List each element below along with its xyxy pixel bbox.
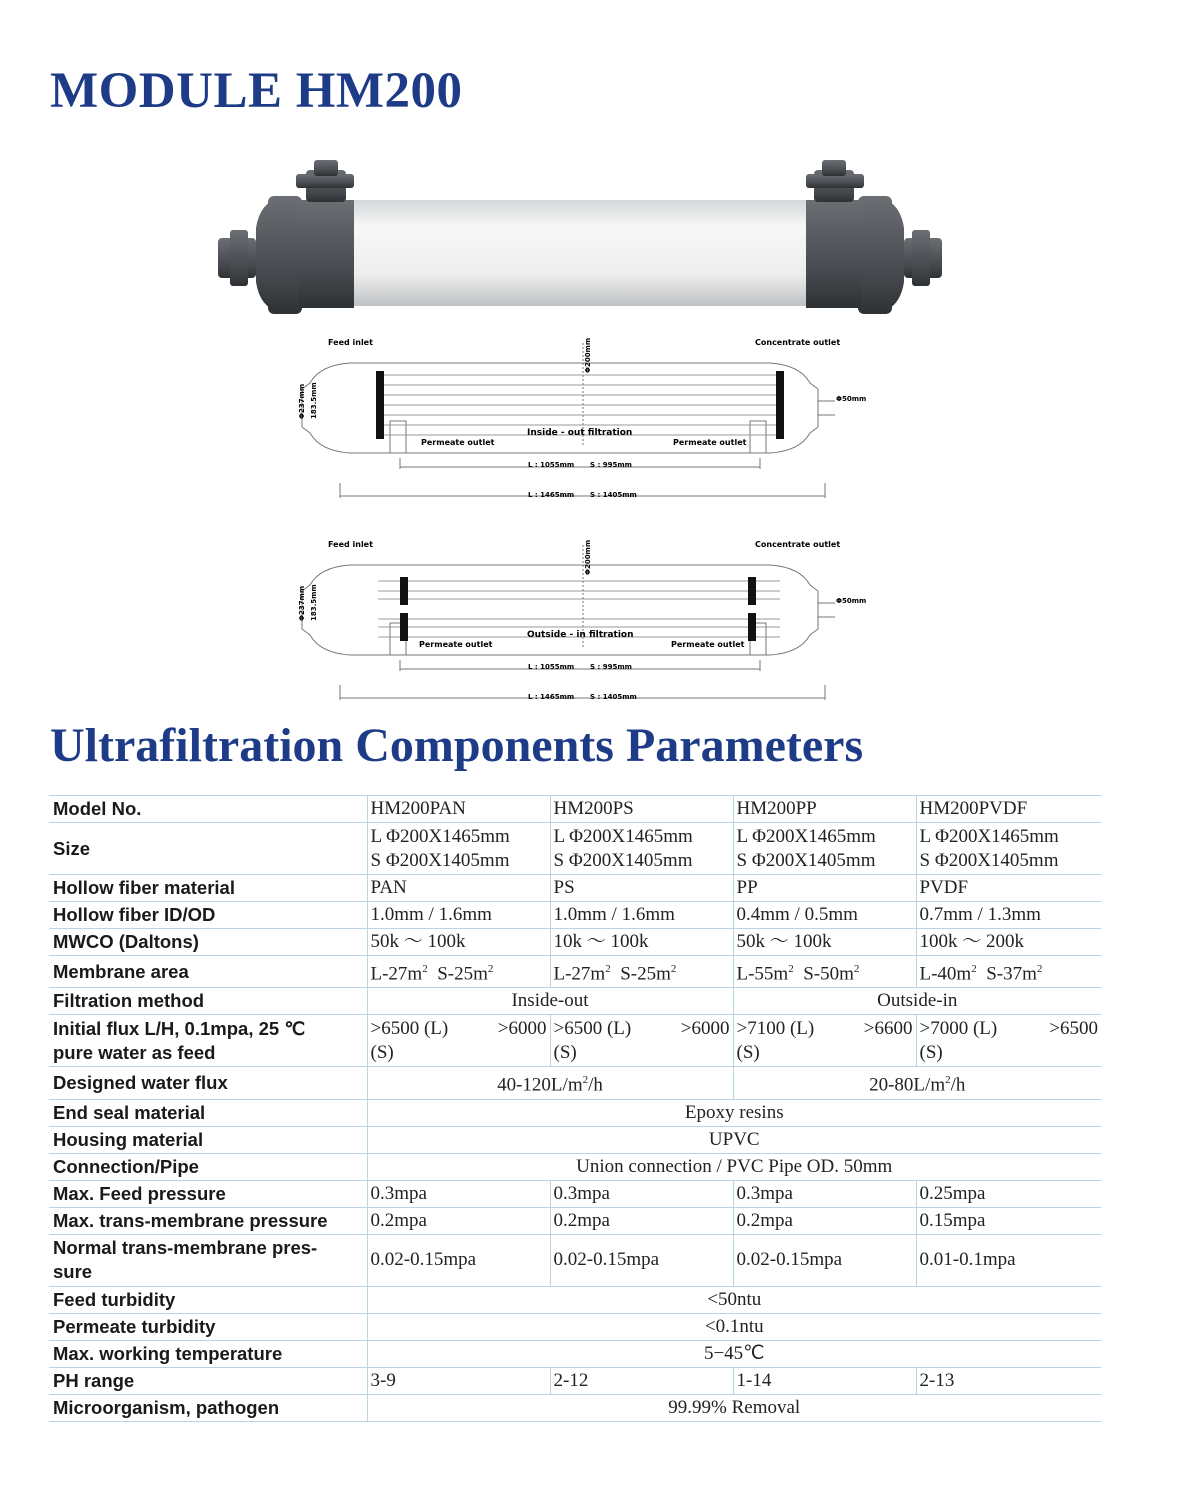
- cell: <50ntu: [367, 1286, 1101, 1313]
- permeate-outlet-left: Permeate outlet: [421, 438, 495, 447]
- designed-flux-unit: /h: [588, 1074, 603, 1096]
- table-row: [49, 1367, 1101, 1394]
- cell: PAN: [367, 875, 550, 902]
- table-row: [49, 1313, 1101, 1340]
- cell: Inside-out: [367, 988, 733, 1015]
- row-label: Model No.: [49, 796, 367, 823]
- inner-length-s: S : 995mm: [590, 663, 632, 671]
- area-s: S-25m: [437, 963, 488, 985]
- flux-label-line: Initial flux L/H, 0.1mpa, 25 ℃: [53, 1017, 306, 1039]
- size-s: S Φ200X1405mm: [553, 849, 693, 871]
- area-l: L-40m: [919, 963, 972, 985]
- table-row: [49, 902, 1101, 929]
- cell: 0.02-0.15mpa: [733, 1234, 916, 1286]
- row-label: Microorganism, pathogen: [49, 1394, 367, 1421]
- inside-out-diagram: [290, 333, 867, 513]
- parameters-table: [49, 795, 1101, 1422]
- table-row: [49, 956, 1101, 988]
- cell: HM200PAN: [367, 796, 550, 823]
- cell: 0.3mpa: [367, 1180, 550, 1207]
- cell: $L-40m^2$ $S-37m^2$: [916, 956, 1101, 988]
- row-label: Membrane area: [49, 956, 367, 988]
- size-s: S Φ200X1405mm: [919, 849, 1059, 871]
- concentrate-outlet-label: Concentrate outlet: [755, 338, 841, 347]
- table-row: [49, 1126, 1101, 1153]
- inner-length-s: S : 995mm: [590, 461, 632, 469]
- normal-tmp-label-line: Normal trans-membrane pres-: [53, 1237, 318, 1259]
- flux-label-line: pure water as feed: [53, 1041, 216, 1063]
- flux-l: >7100 (L): [736, 1017, 815, 1039]
- table-row: [49, 796, 1101, 823]
- row-label: Max. Feed pressure: [49, 1180, 367, 1207]
- cell: $L-27m^2$ $S-25m^2$: [367, 956, 550, 988]
- cell: Outside-in: [733, 988, 1101, 1015]
- table-row: [49, 1099, 1101, 1126]
- flux-s: >6000: [680, 1017, 730, 1039]
- area-l: L-27m: [370, 963, 423, 985]
- feed-inlet-label: Feed inlet: [328, 338, 373, 347]
- table-row: [49, 823, 1101, 875]
- cell: $L-27m^2$ $S-25m^2$: [550, 956, 733, 988]
- cell: HM200PP: [733, 796, 916, 823]
- dia-237-label: Φ237mm: [298, 383, 306, 419]
- size-l: L Φ200X1465mm: [370, 825, 510, 847]
- cell: [916, 823, 1101, 875]
- cell: 0.4mm / 0.5mm: [733, 902, 916, 929]
- row-label: End seal material: [49, 1099, 367, 1126]
- table-row: [49, 1015, 1101, 1067]
- flux-tail: (S): [553, 1041, 577, 1063]
- table-row: [49, 1234, 1101, 1286]
- row-label: Feed turbidity: [49, 1286, 367, 1313]
- cell: 0.02-0.15mpa: [550, 1234, 733, 1286]
- area-s: S-25m: [620, 963, 671, 985]
- row-label: Max. trans-membrane pressure: [49, 1207, 367, 1234]
- row-label: [49, 1015, 367, 1067]
- inner-length-l: L : 1055mm: [528, 461, 575, 469]
- area-s: S-37m: [986, 963, 1037, 985]
- table-row: [49, 988, 1101, 1015]
- row-label: Permeate turbidity: [49, 1313, 367, 1340]
- flux-s: >6500: [1049, 1017, 1098, 1039]
- cell: HM200PVDF: [916, 796, 1101, 823]
- cell: 2-12: [550, 1367, 733, 1394]
- table-row: [49, 1067, 1101, 1099]
- cell: 0.7mm / 1.3mm: [916, 902, 1101, 929]
- cell: 0.3mpa: [550, 1180, 733, 1207]
- cell: $L-55m^2$ $S-50m^2$: [733, 956, 916, 988]
- permeate-outlet-left: Permeate outlet: [419, 640, 493, 649]
- cell: [367, 823, 550, 875]
- row-label: MWCO (Daltons): [49, 929, 367, 956]
- cell: $20-80L/m^2/h$: [733, 1067, 1101, 1099]
- cell: 0.15mpa: [916, 1207, 1101, 1234]
- area-l: L-55m: [736, 963, 789, 985]
- cell: PP: [733, 875, 916, 902]
- table-row: [49, 1180, 1101, 1207]
- outer-length-l: L : 1465mm: [528, 693, 575, 701]
- flux-s: >6600: [863, 1017, 913, 1039]
- cell: 0.25mpa: [916, 1180, 1101, 1207]
- area-l: L-27m: [553, 963, 606, 985]
- table-row: [49, 1286, 1101, 1313]
- designed-flux-unit: /h: [950, 1074, 966, 1096]
- size-s: S Φ200X1405mm: [370, 849, 510, 871]
- cell: 0.2mpa: [733, 1207, 916, 1234]
- table-row: [49, 1340, 1101, 1367]
- size-l: L Φ200X1465mm: [919, 825, 1059, 847]
- flux-l: >6500 (L): [553, 1017, 632, 1039]
- cell: 5−45℃: [367, 1340, 1101, 1367]
- row-label: [49, 1234, 367, 1286]
- cell: <0.1ntu: [367, 1313, 1101, 1340]
- permeate-outlet-right: Permeate outlet: [671, 640, 745, 649]
- cell: PVDF: [916, 875, 1101, 902]
- cell: [550, 823, 733, 875]
- cell: 99.99% Removal: [367, 1394, 1101, 1421]
- filtration-mode-label: Outside - in filtration: [527, 630, 634, 640]
- flux-l: >7000 (L): [919, 1017, 998, 1039]
- filtration-mode-label: Inside - out filtration: [527, 428, 633, 438]
- row-label: PH range: [49, 1367, 367, 1394]
- row-label: Filtration method: [49, 988, 367, 1015]
- table-row: [49, 929, 1101, 956]
- row-label: Designed water flux: [49, 1067, 367, 1099]
- dia-50-label: Φ50mm: [836, 597, 867, 605]
- cell: 1.0mm / 1.6mm: [550, 902, 733, 929]
- dia-200-label: Φ200mm: [584, 337, 592, 373]
- cell: 10k ～ 100k: [550, 929, 733, 956]
- cell: Union connection / PVC Pipe OD. 50mm: [367, 1153, 1101, 1180]
- table-row: [49, 1153, 1101, 1180]
- outside-in-diagram: [290, 535, 867, 715]
- section-title: Ultrafiltration Components Parameters: [50, 719, 864, 772]
- cell: PS: [550, 875, 733, 902]
- cell: 1.0mm / 1.6mm: [367, 902, 550, 929]
- dia-50-label: Φ50mm: [836, 395, 867, 403]
- row-label: Size: [49, 823, 367, 875]
- inner-length-l: L : 1055mm: [528, 663, 575, 671]
- cell: UPVC: [367, 1126, 1101, 1153]
- permeate-outlet-right: Permeate outlet: [673, 438, 747, 447]
- size-l: L Φ200X1465mm: [736, 825, 876, 847]
- cell: 3-9: [367, 1367, 550, 1394]
- flux-tail: (S): [919, 1041, 943, 1063]
- flux-tail: (S): [736, 1041, 760, 1063]
- cell: Epoxy resins: [367, 1099, 1101, 1126]
- cell: 0.02-0.15mpa: [367, 1234, 550, 1286]
- outer-length-s: S : 1405mm: [590, 491, 637, 499]
- size-s: S Φ200X1405mm: [736, 849, 876, 871]
- cell: [550, 1015, 733, 1067]
- row-label: Connection/Pipe: [49, 1153, 367, 1180]
- row-label: Hollow fiber material: [49, 875, 367, 902]
- cell: [916, 1015, 1101, 1067]
- dim-1835-label: 183.5mm: [310, 584, 318, 621]
- flux-l: >6500 (L): [370, 1017, 449, 1039]
- cell: 1-14: [733, 1367, 916, 1394]
- cell: 0.3mpa: [733, 1180, 916, 1207]
- flux-tail: (S): [370, 1041, 394, 1063]
- cell: [733, 823, 916, 875]
- dim-1835-label: 183.5mm: [310, 382, 318, 419]
- area-s: S-50m: [803, 963, 854, 985]
- dia-237-label: Φ237mm: [298, 585, 306, 621]
- row-label: Hollow fiber ID/OD: [49, 902, 367, 929]
- flux-s: >6000: [497, 1017, 547, 1039]
- row-label: Housing material: [49, 1126, 367, 1153]
- module-photo: [210, 158, 950, 318]
- cell: [733, 1015, 916, 1067]
- table-row: [49, 875, 1101, 902]
- designed-flux-value: 40-120L/m: [497, 1074, 583, 1096]
- cell: 2-13: [916, 1367, 1101, 1394]
- cell: HM200PS: [550, 796, 733, 823]
- table-row: [49, 1394, 1101, 1421]
- cell: 0.2mpa: [550, 1207, 733, 1234]
- outer-length-s: S : 1405mm: [590, 693, 637, 701]
- feed-inlet-label: Feed inlet: [328, 540, 373, 549]
- cell: $40-120L/m^2/h$: [367, 1067, 733, 1099]
- page-title: MODULE HM200: [50, 63, 463, 119]
- concentrate-outlet-label: Concentrate outlet: [755, 540, 841, 549]
- outer-length-l: L : 1465mm: [528, 491, 575, 499]
- size-l: L Φ200X1465mm: [553, 825, 693, 847]
- cell: 50k ～ 100k: [367, 929, 550, 956]
- table-row: [49, 1207, 1101, 1234]
- normal-tmp-label-line: sure: [53, 1261, 93, 1283]
- cell: 0.2mpa: [367, 1207, 550, 1234]
- row-label: Max. working temperature: [49, 1340, 367, 1367]
- cell: [367, 1015, 550, 1067]
- cell: 0.01-0.1mpa: [916, 1234, 1101, 1286]
- cell: 50k ～ 100k: [733, 929, 916, 956]
- dia-200-label: Φ200mm: [584, 539, 592, 575]
- cell: 100k ～ 200k: [916, 929, 1101, 956]
- designed-flux-value: 20-80L/m: [869, 1074, 946, 1096]
